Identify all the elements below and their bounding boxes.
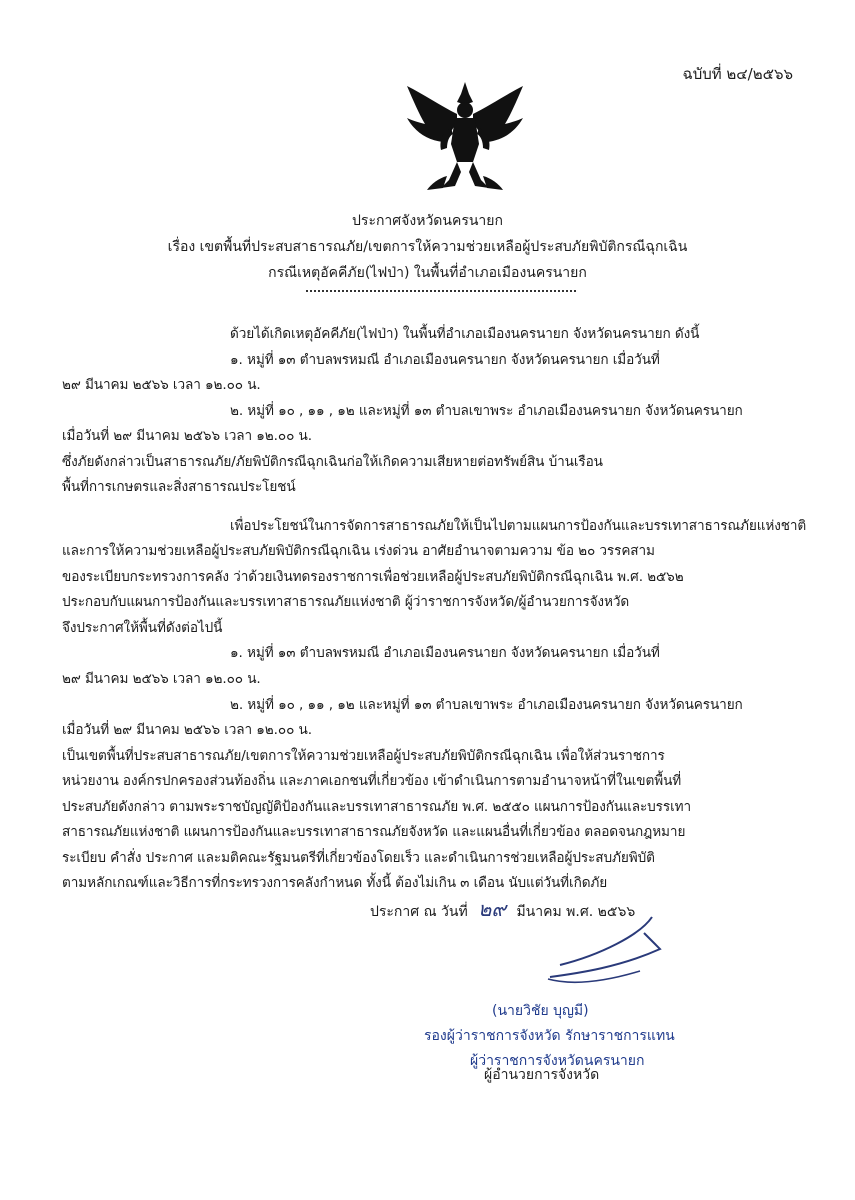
- body-line: เมื่อวันที่ ๒๙ มีนาคม ๒๕๖๖ เวลา ๑๒.๐๐ น.: [62, 722, 312, 738]
- signatory-position-2: ผู้ว่าราชการจังหวัดนครนายก: [470, 1053, 645, 1069]
- body-line: สาธารณภัยแห่งชาติ แผนการป้องกันและบรรเทาสาธารณภัยจังหวัด และแผนอื่นที่เกี่ยวข้อง ตลอดจนกฎหมาย: [62, 824, 686, 840]
- body-line: ๒. หมู่ที่ ๑๐ , ๑๑ , ๑๒ และหมู่ที่ ๑๓ ตำบลเขาพระ อำเภอเมืองนครนายก จังหวัดนครนายก: [230, 403, 743, 419]
- body-line: ๒๙ มีนาคม ๒๕๖๖ เวลา ๑๒.๐๐ น.: [62, 377, 261, 393]
- body-line: หน่วยงาน องค์กรปกครองส่วนท้องถิ่น และภาคเอกชนที่เกี่ยวข้อง เข้าดำเนินการตามอำนาจหน้าที่ในเขตพื้นที่: [62, 773, 682, 789]
- separator-dots: [306, 290, 576, 292]
- body-line: ๒. หมู่ที่ ๑๐ , ๑๑ , ๑๒ และหมู่ที่ ๑๓ ตำบลเขาพระ อำเภอเมืองนครนายก จังหวัดนครนายก: [230, 697, 743, 713]
- body-line: ด้วยได้เกิดเหตุอัคคีภัย(ไฟป่า) ในพื้นที่อำเภอเมืองนครนายก จังหวัดนครนายก ดังนี้: [230, 326, 700, 342]
- body-line: ประกอบกับแผนการป้องกันและบรรเทาสาธารณภัยแห่งชาติ ผู้ว่าราชการจังหวัด/ผู้อำนวยการจังหวัด: [62, 594, 630, 610]
- date-month-year: มีนาคม พ.ศ. ๒๕๖๖: [516, 904, 636, 920]
- body-line: จึงประกาศให้พื้นที่ดังต่อไปนี้: [62, 620, 223, 636]
- body-line: ตามหลักเกณฑ์และวิธีการที่กระทรวงการคลังกำหนด ทั้งนี้ ต้องไม่เกิน ๓ เดือน นับแต่วันที่เกิดภัย: [62, 875, 608, 891]
- subject-line-2: กรณีเหตุอัคคีภัย(ไฟป่า) ในพื้นที่อำเภอเมืองนครนายก: [268, 265, 587, 281]
- body-line: เพื่อประโยชน์ในการจัดการสาธารณภัยให้เป็นไปตามแผนการป้องกันและบรรเทาสาธารณภัยแห่งชาติ: [230, 518, 807, 534]
- body-line: ๑. หมู่ที่ ๑๓ ตำบลพรหมณี อำเภอเมืองนครนายก จังหวัดนครนายก เมื่อวันที่: [230, 352, 660, 368]
- signatory-position-3: ผู้อำนวยการจังหวัด: [484, 1067, 600, 1083]
- garuda-emblem-icon: [403, 80, 527, 192]
- date-prefix: ประกาศ ณ วันที่: [370, 904, 468, 920]
- body-line: พื้นที่การเกษตรและสิ่งสาธารณประโยชน์: [62, 479, 296, 495]
- subject-line-1: เรื่อง เขตพื้นที่ประสบสาธารณภัย/เขตการให้ความช่วยเหลือผู้ประสบภัยพิบัติกรณีฉุกเฉิน: [167, 239, 688, 255]
- signatory-name: (นายวิชัย บุญมี): [492, 1003, 589, 1019]
- body-line: ซึ่งภัยดังกล่าวเป็นสาธารณภัย/ภัยพิบัติกรณีฉุกเฉินก่อให้เกิดความเสียหายต่อทรัพย์สิน บ้านเรือน: [62, 454, 603, 470]
- document-number: ฉบับที่ ๒๔/๒๕๖๖: [682, 65, 793, 83]
- handwritten-signature-icon: [540, 905, 670, 1005]
- body-line: เมื่อวันที่ ๒๙ มีนาคม ๒๕๖๖ เวลา ๑๒.๐๐ น.: [62, 428, 312, 444]
- body-line: ประสบภัยดังกล่าว ตามพระราชบัญญัติป้องกันและบรรเทาสาธารณภัย พ.ศ. ๒๕๕๐ แผนการป้องกันและบรรเทา: [62, 799, 692, 815]
- body-line: ๑. หมู่ที่ ๑๓ ตำบลพรหมณี อำเภอเมืองนครนายก จังหวัดนครนายก เมื่อวันที่: [230, 645, 660, 661]
- handwritten-day: ๒๙: [478, 897, 506, 921]
- body-line: เป็นเขตพื้นที่ประสบสาธารณภัย/เขตการให้ความช่วยเหลือผู้ประสบภัยพิบัติกรณีฉุกเฉิน เพื่อให้ส่วนราชการ: [62, 748, 665, 764]
- body-line: ๒๙ มีนาคม ๒๕๖๖ เวลา ๑๒.๐๐ น.: [62, 671, 261, 687]
- body-line: ระเบียบ คำสั่ง ประกาศ และมติคณะรัฐมนตรีที่เกี่ยวข้องโดยเร็ว และดำเนินการช่วยเหลือผู้ประสบภัยพิบัติ: [62, 850, 655, 866]
- issuer-title: ประกาศจังหวัดนครนายก: [352, 213, 503, 229]
- body-line: ของระเบียบกระทรวงการคลัง ว่าด้วยเงินทดรองราชการเพื่อช่วยเหลือผู้ประสบภัยพิบัติกรณีฉุกเฉิน พ.ศ. ๒๕๖๒: [62, 569, 684, 585]
- body-line: และการให้ความช่วยเหลือผู้ประสบภัยพิบัติกรณีฉุกเฉิน เร่งด่วน อาศัยอำนาจตามความ ข้อ ๒๐ วรรคสาม: [62, 543, 655, 559]
- signatory-position-1: รองผู้ว่าราชการจังหวัด รักษาราชการแทน: [424, 1028, 675, 1044]
